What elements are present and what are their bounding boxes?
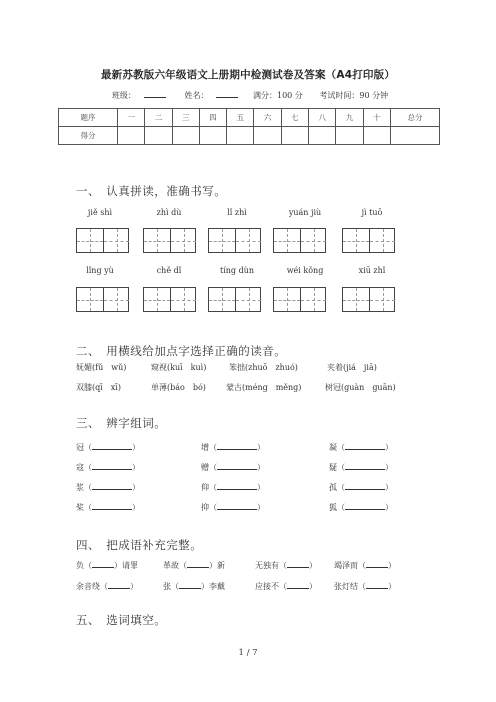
exam-info-line [0, 89, 496, 101]
char-label: 浆 [76, 483, 84, 492]
idiom-post: ） [309, 582, 317, 591]
writing-grid[interactable] [273, 228, 326, 253]
exam-time: 考试时间：90 分钟 [319, 91, 389, 100]
score-row-label: 得分 [59, 127, 118, 145]
reading-choice[interactable]: 夹着(jiá jiā) [327, 363, 377, 372]
class-label: 班级： [111, 91, 136, 100]
section-2-title: 二、 用横线给加点字选择正确的读音。 [76, 344, 287, 358]
idiom-item[interactable] [76, 580, 138, 592]
pinyin-label: lǐ zhì [227, 208, 247, 217]
answer-blank[interactable] [217, 501, 257, 510]
score-col: 五 [227, 109, 254, 127]
answer-blank[interactable] [287, 580, 309, 589]
score-cell[interactable] [199, 127, 226, 145]
score-col: 十 [363, 109, 390, 127]
idiom-item[interactable] [163, 559, 225, 571]
pinyin-label: wéi kǒng [286, 266, 324, 275]
char-label: 凝 [329, 443, 337, 452]
writing-grid[interactable] [342, 287, 395, 312]
score-table [58, 108, 440, 145]
idiom-post: ）新 [209, 561, 225, 570]
score-col: 一 [118, 109, 145, 127]
section-3-title: 三、 辨字组词。 [76, 416, 167, 430]
writing-grid[interactable] [76, 287, 129, 312]
writing-grid[interactable] [273, 287, 326, 312]
writing-grid[interactable] [208, 228, 261, 253]
answer-blank[interactable] [92, 441, 132, 450]
word-group-item[interactable]: 增（ ） [201, 443, 265, 452]
answer-blank[interactable] [345, 481, 385, 490]
reading-choice[interactable]: 双膝(qī xī) [76, 383, 121, 392]
idiom-pre: 应接不（ [255, 582, 287, 591]
score-col: 九 [336, 109, 363, 127]
answer-blank[interactable] [108, 580, 130, 589]
idiom-item[interactable] [334, 559, 396, 571]
section-1-title: 一、 认真拼读，准确书写。 [76, 184, 227, 198]
idiom-item[interactable] [255, 580, 317, 592]
pinyin-label: zhì dù [156, 208, 182, 217]
char-label: 寇 [76, 463, 84, 472]
pinyin-label: xiū zhǐ [358, 266, 386, 275]
char-label: 狐 [329, 503, 337, 512]
score-cell[interactable] [227, 127, 254, 145]
page-title: 最新苏教版六年级语文上册期中检测试卷及答案（A4打印版） [100, 69, 396, 81]
answer-blank[interactable] [345, 501, 385, 510]
score-table-header-row [59, 109, 440, 127]
score-cell-total[interactable] [391, 127, 440, 145]
full-score: 满分：100 分 [253, 91, 303, 100]
answer-blank[interactable] [345, 441, 385, 450]
answer-blank[interactable] [345, 461, 385, 470]
idiom-pre: 无独有（ [255, 561, 287, 570]
pinyin-label: yuán jiù [288, 208, 322, 217]
answer-blank[interactable] [92, 481, 132, 490]
writing-grid[interactable] [143, 228, 196, 253]
reading-choice[interactable]: 窥视(kuī kuì) [151, 363, 207, 372]
idiom-pre: 革故（ [163, 561, 187, 570]
answer-blank[interactable] [92, 461, 132, 470]
writing-grid[interactable] [76, 228, 129, 253]
char-label: 赠 [201, 463, 209, 472]
answer-blank[interactable] [92, 501, 132, 510]
answer-blank[interactable] [287, 559, 309, 568]
idiom-post: ） [388, 582, 396, 591]
answer-blank[interactable] [366, 559, 388, 568]
char-label: 抑 [201, 503, 209, 512]
score-cell[interactable] [172, 127, 199, 145]
word-group-item[interactable]: 疑（ ） [329, 463, 393, 472]
score-cell[interactable] [336, 127, 363, 145]
score-cell[interactable] [363, 127, 390, 145]
score-col: 八 [309, 109, 336, 127]
class-blank[interactable] [144, 89, 166, 98]
score-cell[interactable] [254, 127, 281, 145]
pinyin-label: lǐng yù [86, 266, 114, 275]
pinyin-label: chě dǐ [156, 266, 182, 275]
idiom-post: ）李戴 [201, 582, 225, 591]
score-table-score-row [59, 127, 440, 145]
score-cell[interactable] [309, 127, 336, 145]
pinyin-label: jì tuō [361, 208, 383, 217]
word-group-item[interactable]: 赠（ ） [201, 463, 265, 472]
idiom-post: ） [130, 582, 138, 591]
score-col: 二 [145, 109, 172, 127]
score-col-total: 总分 [391, 109, 440, 127]
answer-blank[interactable] [179, 580, 201, 589]
class-field[interactable] [108, 91, 170, 100]
idiom-item[interactable] [76, 559, 138, 571]
pinyin-label: jiě shì [87, 208, 113, 217]
score-col: 七 [281, 109, 308, 127]
char-label: 增 [201, 443, 209, 452]
score-col: 三 [172, 109, 199, 127]
name-field[interactable] [180, 91, 242, 100]
score-cell[interactable] [118, 127, 145, 145]
word-group-item[interactable]: 浆（ ） [76, 483, 140, 492]
word-group-item[interactable]: 凝（ ） [329, 443, 393, 452]
score-cell[interactable] [145, 127, 172, 145]
word-group-item[interactable]: 狐（ ） [329, 503, 393, 512]
reading-choice[interactable]: 蒙古(méng měng) [226, 383, 302, 392]
reading-choice[interactable]: 笨拙(zhuō zhuó) [229, 363, 298, 372]
char-label: 冠 [76, 443, 84, 452]
answer-blank[interactable] [92, 559, 114, 568]
idiom-item[interactable] [334, 580, 396, 592]
idiom-item[interactable] [163, 580, 225, 592]
idiom-item[interactable] [255, 559, 317, 571]
writing-grid[interactable] [143, 287, 196, 312]
name-label: 姓名： [184, 91, 209, 100]
reading-choice[interactable]: 单薄(báo bó) [151, 383, 206, 392]
answer-blank[interactable] [366, 580, 388, 589]
idiom-pre: 余音绕（ [76, 582, 108, 591]
idiom-post: ）请罪 [114, 561, 138, 570]
score-cell[interactable] [281, 127, 308, 145]
char-label: 疑 [329, 463, 337, 472]
section-5-title: 五、 选词填空。 [76, 613, 167, 627]
answer-blank[interactable] [217, 441, 257, 450]
word-group-item[interactable]: 抑（ ） [201, 503, 265, 512]
answer-blank[interactable] [217, 481, 257, 490]
page-number: 1 / 7 [238, 648, 258, 658]
char-label: 孤 [329, 483, 337, 492]
char-label: 仰 [201, 483, 209, 492]
idiom-post: ） [309, 561, 317, 570]
writing-grid[interactable] [208, 287, 261, 312]
idiom-pre: 张灯结（ [334, 582, 366, 591]
idiom-post: ） [388, 561, 396, 570]
section-4-title: 四、 把成语补充完整。 [76, 538, 203, 552]
writing-grid[interactable] [342, 228, 395, 253]
reading-choice[interactable]: 妩媚(fǔ wǔ) [76, 363, 127, 372]
char-label: 桨 [76, 503, 84, 512]
word-group-item[interactable]: 桨（ ） [76, 503, 140, 512]
reading-choice[interactable]: 树冠(guàn guān) [325, 383, 396, 392]
word-group-item[interactable]: 仰（ ） [201, 483, 265, 492]
idiom-pre: 竭泽而（ [334, 561, 366, 570]
score-col: 四 [199, 109, 226, 127]
word-group-item[interactable]: 孤（ ） [329, 483, 393, 492]
answer-blank[interactable] [187, 559, 209, 568]
idiom-pre: 张（ [163, 582, 179, 591]
word-group-item[interactable]: 寇（ ） [76, 463, 140, 472]
score-col: 六 [254, 109, 281, 127]
idiom-pre: 负（ [76, 561, 92, 570]
word-group-item[interactable]: 冠（ ） [76, 443, 140, 452]
name-blank[interactable] [216, 89, 238, 98]
score-col-label: 题序 [59, 109, 118, 127]
pinyin-label: tíng dùn [219, 266, 254, 275]
answer-blank[interactable] [217, 461, 257, 470]
